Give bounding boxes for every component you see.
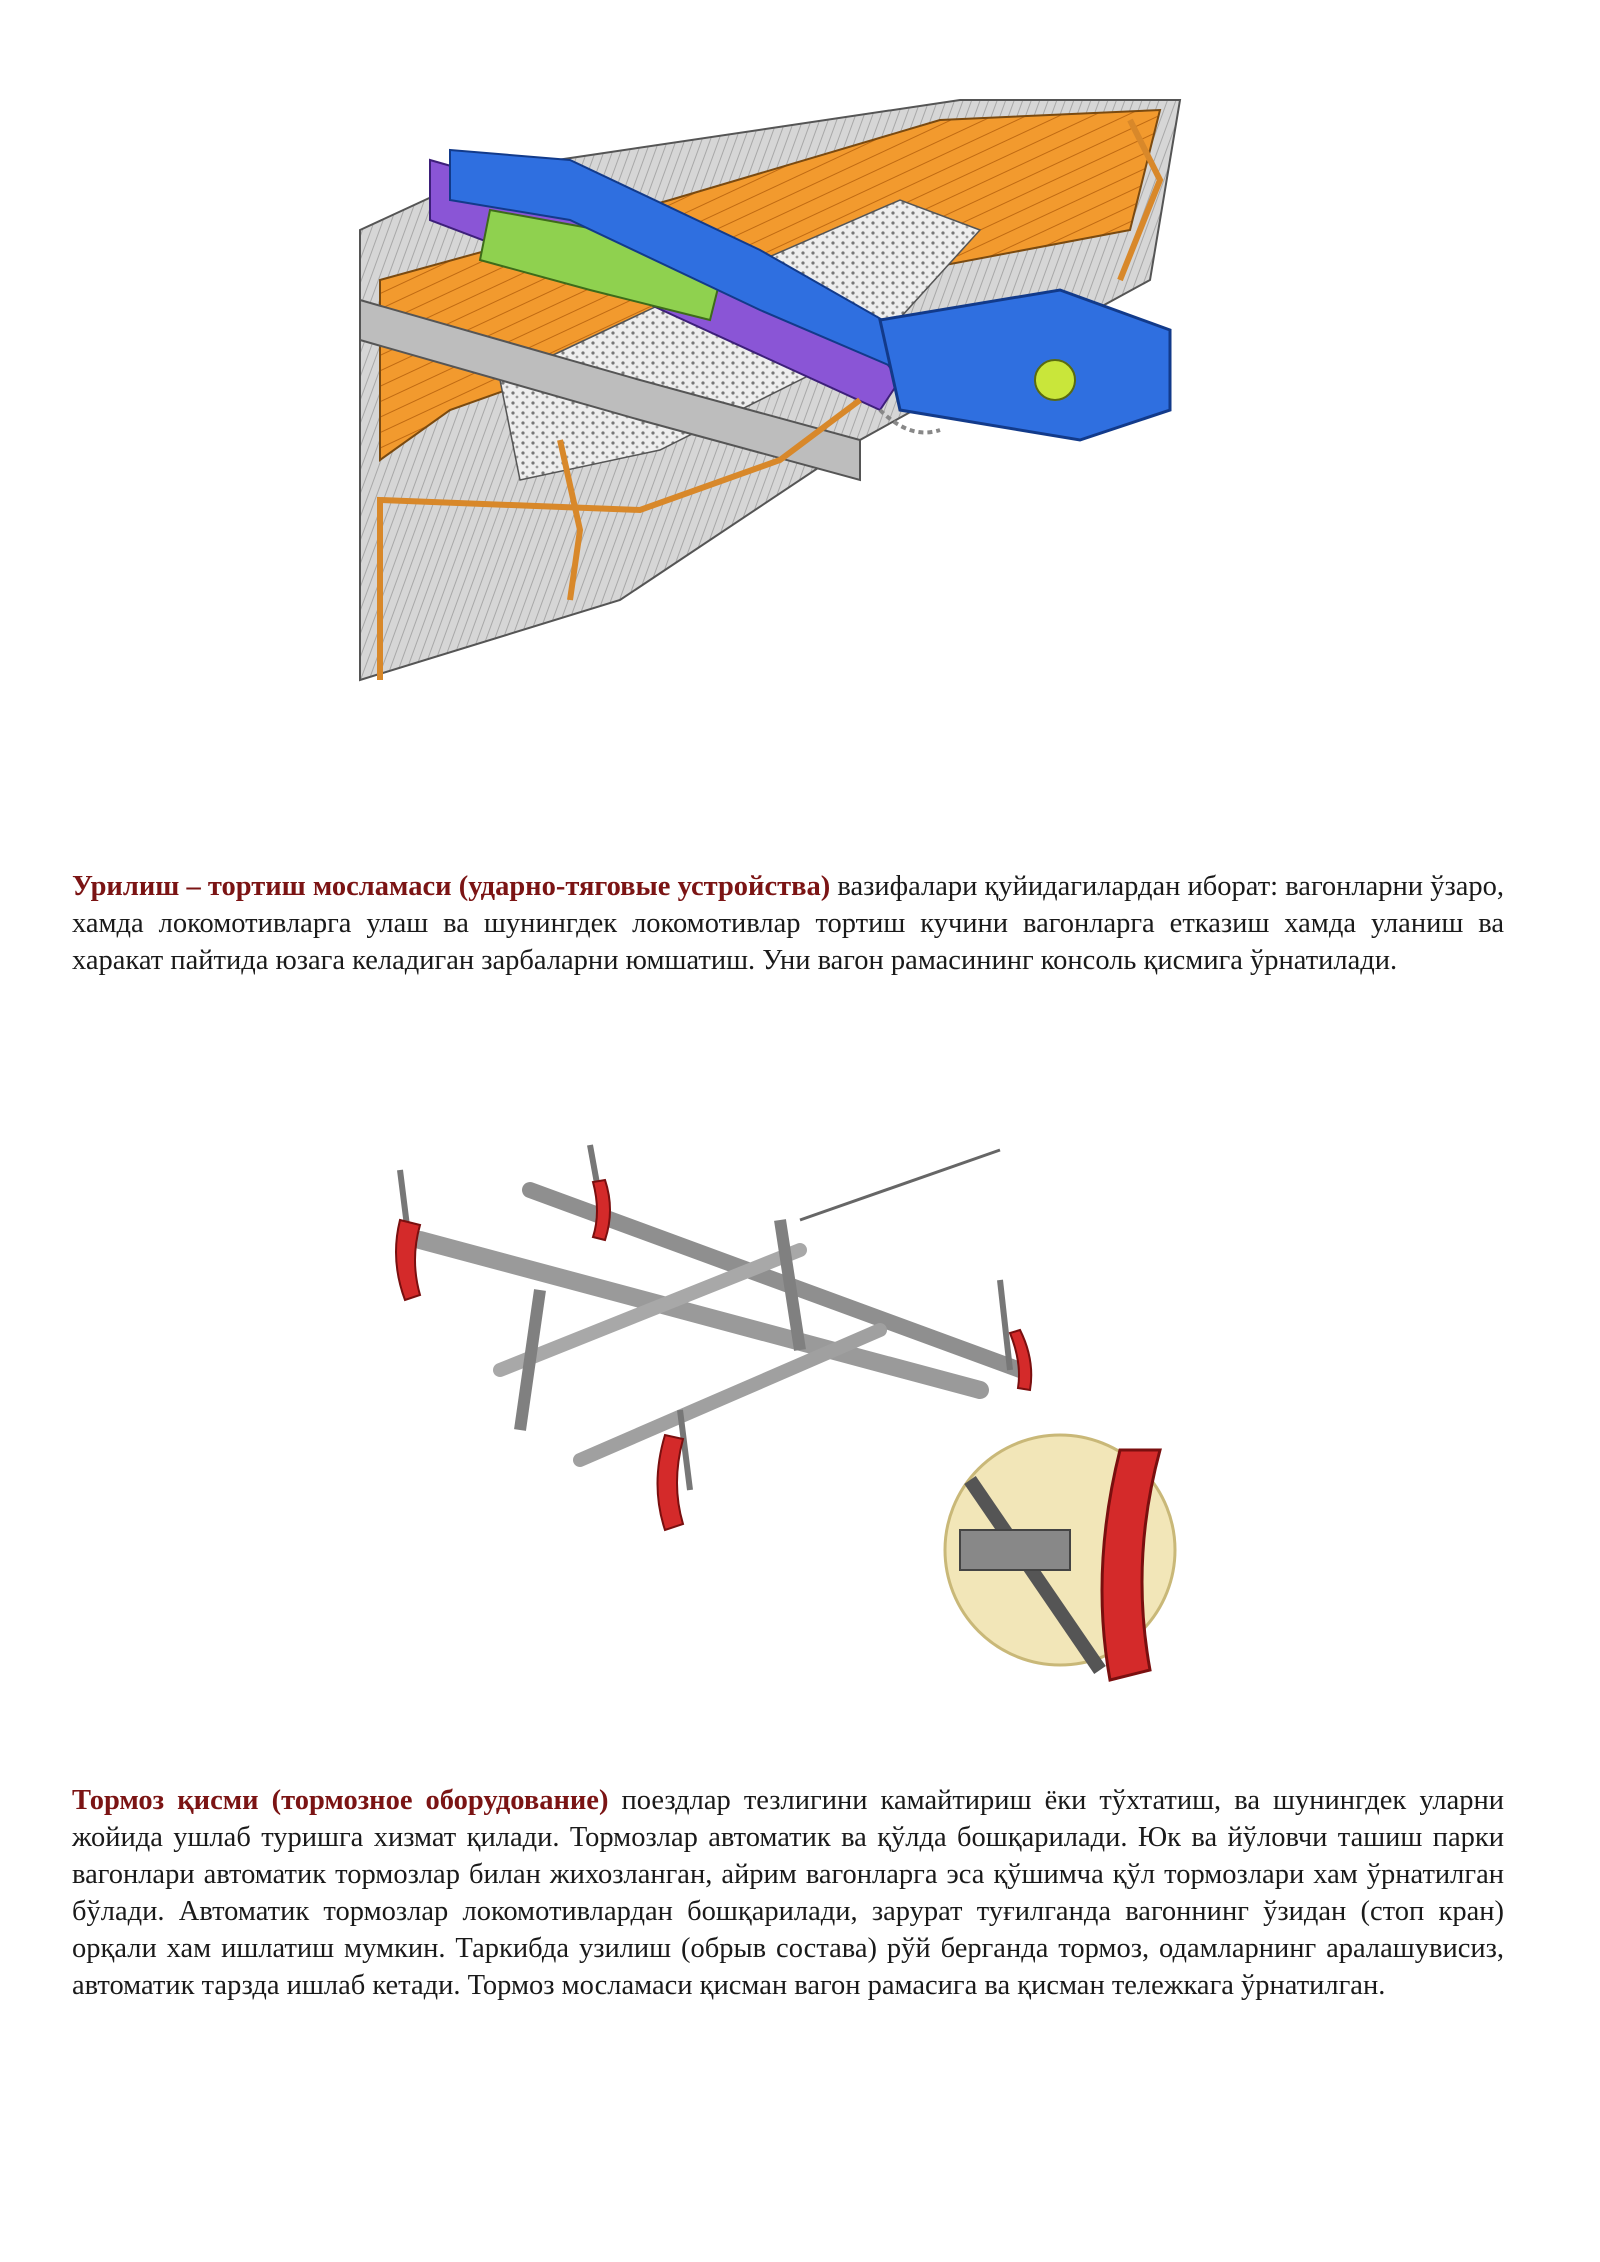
brake-rigging-illustration xyxy=(360,1130,1240,1690)
coupler-illustration xyxy=(340,80,1240,750)
paragraph-coupler xyxy=(72,868,1504,979)
paragraph-brake-text: поездлар тезлигини камайтириш ёки тўхтатиш, ва шунингдек уларни жойида ушлаб туришга хизмат қилади. Тормозлар автоматик ва қўлда бошқарилади. Юк ва йўловчи ташиш парки вагонлари автоматик тормозлар билан жихозланган, айрим вагонларга эса қўшимча қўл тормозлари хам ўрнатилган бўлади. Автоматик тормозлар локомотивлардан бошқарилади, зарурат туғилганда вагоннинг ўзидан (стоп кран) орқали хам ишлатиш мумкин. Таркибда узилиш (обрыв состава) рўй берганда тормоз, одамларнинг аралашувисиз, автоматик тарзда ишлаб кетади. Тормоз мосламаси қисман вагон рамасига ва қисман тележкага ўрнатилган. xyxy=(72,1785,1504,2001)
brake-shoe-1 xyxy=(396,1220,420,1300)
pull-rod xyxy=(800,1150,1000,1220)
cross-beam-2 xyxy=(580,1330,880,1460)
coupler-knuckle-pin xyxy=(1035,360,1075,400)
paragraph-brake xyxy=(72,1782,1504,2004)
shoe-detail-inset xyxy=(945,1435,1175,1680)
term-coupler: Урилиш – тортиш мосламаси (ударно-тяговые устройства) xyxy=(72,871,831,902)
term-brake: Тормоз қисми (тормозное оборудование) xyxy=(72,1785,609,1816)
coupler-head xyxy=(880,290,1170,440)
brake-shoe-4 xyxy=(658,1435,684,1530)
paragraph-coupler-text: вазифалари қуйидагилардан иборат: вагонларни ўзаро, хамда локомотивларга улаш ва шунингдек локомотивлар тортиш кучини вагонларга етказиш хамда уланиш ва харакат пайтида юзага келадиган зарбаларни юмшатиш. Уни вагон рамасининг консоль қисмига ўрнатилади. xyxy=(72,871,1504,976)
